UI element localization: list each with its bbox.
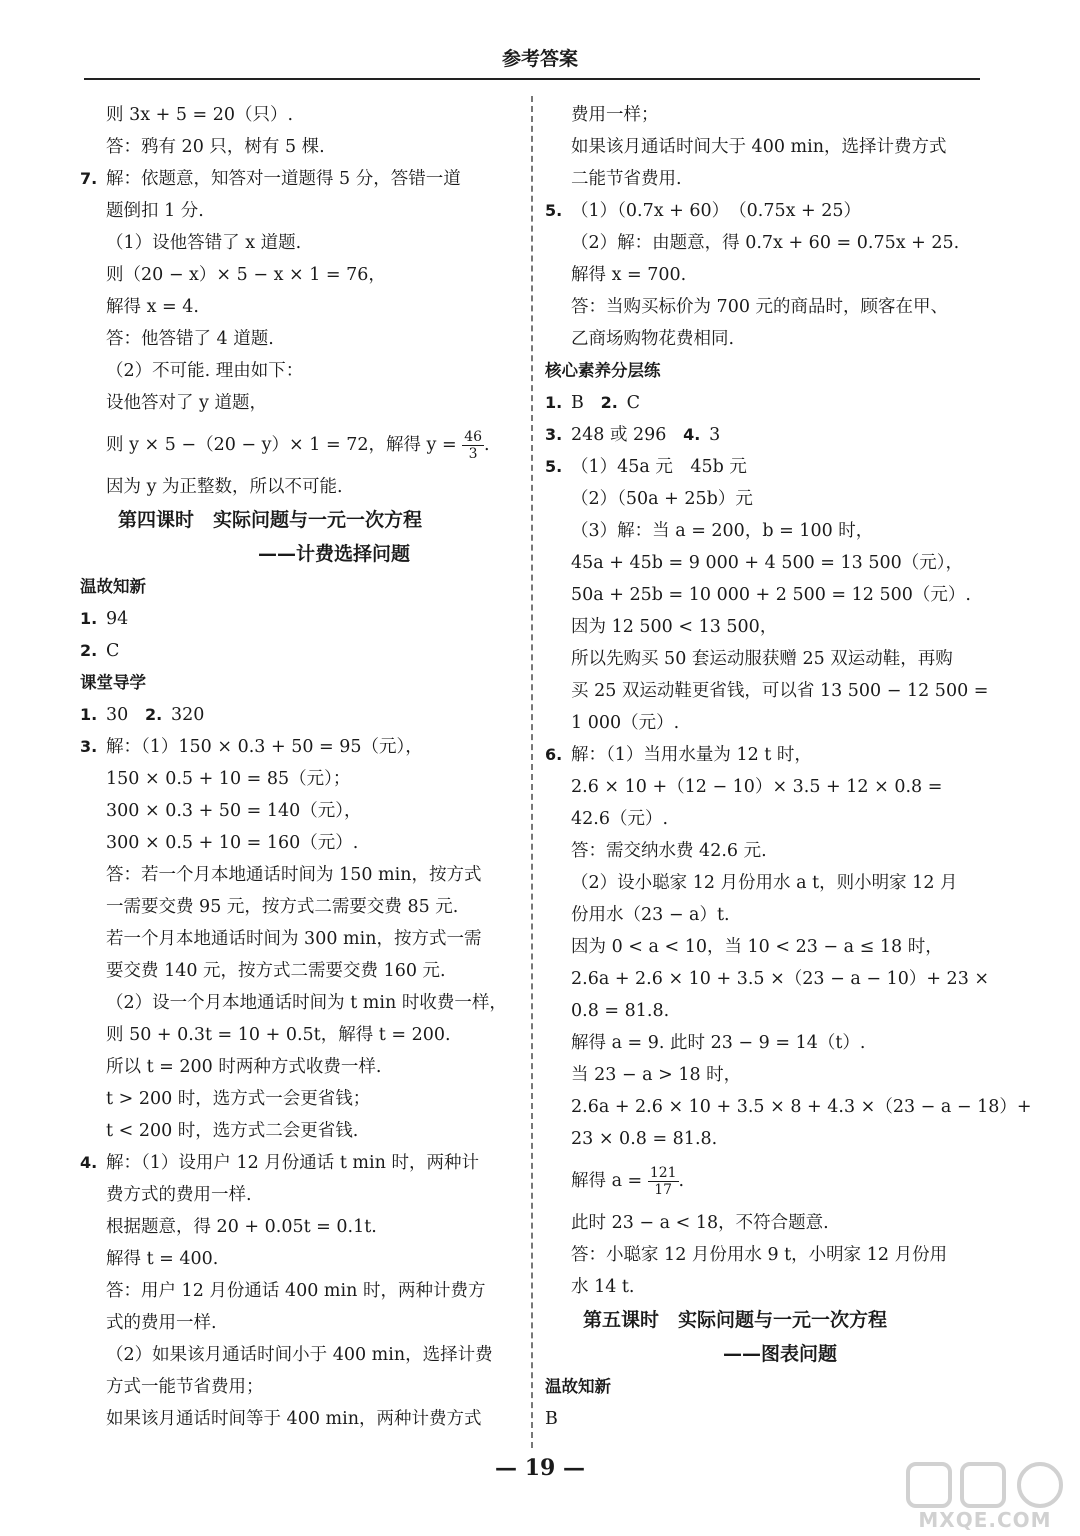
text-line: 1 000（元）. xyxy=(571,713,680,733)
section-heading: 温故知新 xyxy=(80,577,146,596)
question-number: 6. xyxy=(545,745,563,764)
question-5 xyxy=(545,195,985,227)
answer-text: C xyxy=(106,641,120,661)
question-number: 4. xyxy=(683,425,701,444)
text-line: 解：（1）设用户 12 月份通话 t min 时，两种计 xyxy=(106,1153,479,1173)
answer-line xyxy=(80,635,520,667)
period: . xyxy=(678,1171,685,1191)
text-line: 答：他答错了 4 道题. xyxy=(106,329,274,349)
text-line: 150 × 0.5 + 10 = 85（元）； xyxy=(106,769,351,789)
fraction-numerator: 121 xyxy=(649,1165,677,1181)
chapter-title: 第五课时 实际问题与一元一次方程 xyxy=(583,1309,888,1331)
text-line: 根据题意，得 20 + 0.05t = 0.1t. xyxy=(106,1217,377,1237)
text-line: 2.6a + 2.6 × 10 + 3.5 × 8 + 4.3 ×（23 − a − 18）+ xyxy=(571,1097,1032,1117)
text-line: （3）解：当 a = 200，b = 100 时， xyxy=(571,521,874,541)
text-line: 买 25 双运动鞋更省钱，可以省 13 500 − 12 500 = xyxy=(571,681,989,701)
text-line: 答：若一个月本地通话时间为 150 min，按方式 xyxy=(106,865,482,885)
question-number: 7. xyxy=(80,169,98,188)
text-line: 50a + 25b = 10 000 + 2 500 = 12 500（元）. xyxy=(571,585,971,605)
text-line: （2）设小聪家 12 月份用水 a t，则小明家 12 月 xyxy=(571,873,958,893)
text-line: 解得 x = 700. xyxy=(571,265,687,285)
text-line: 45a + 45b = 9 000 + 4 500 = 13 500（元）， xyxy=(571,553,964,573)
equation-line xyxy=(545,1155,985,1207)
question-number: 1. xyxy=(80,705,98,724)
text-line: （2）如果该月通话时间小于 400 min，选择计费 xyxy=(106,1345,493,1365)
text-line: 因为 0 < a < 10，当 10 < 23 − a ≤ 18 时， xyxy=(571,937,943,957)
question-number: 3. xyxy=(80,737,98,756)
chapter-subtitle: ——图表问题 xyxy=(723,1343,838,1365)
section-heading: 核心素养分层练 xyxy=(545,361,661,380)
watermark-text: MXQE.COM xyxy=(918,1508,1052,1532)
text-line: 因为 12 500 < 13 500， xyxy=(571,617,778,637)
question-6 xyxy=(545,739,985,771)
equation-line xyxy=(80,419,520,471)
question-number: 4. xyxy=(80,1153,98,1172)
text-line: 要交费 140 元，按方式二需要交费 160 元. xyxy=(106,961,446,981)
question-7 xyxy=(80,163,520,195)
answer-text: 3 xyxy=(709,425,721,445)
text-line: 则 50 + 0.3t = 10 + 0.5t，解得 t = 200. xyxy=(106,1025,451,1045)
text-line: 费方式的费用一样. xyxy=(106,1185,252,1205)
page-header: 参考答案 xyxy=(501,48,578,70)
answer-line xyxy=(545,419,985,451)
fraction xyxy=(648,1165,679,1198)
watermark-glyph-icon xyxy=(900,1460,1070,1510)
answer-line xyxy=(545,387,985,419)
text-line: 0.8 = 81.8. xyxy=(571,1001,670,1021)
text-line: 所以 t = 200 时两种方式收费一样. xyxy=(106,1057,382,1077)
text-line: （2）设一个月本地通话时间为 t min 时收费一样， xyxy=(106,993,507,1013)
text-line: 解得 a = xyxy=(571,1171,643,1191)
text-line: （2）（50a + 25b）元 xyxy=(571,489,753,509)
answer-text: 94 xyxy=(106,609,129,629)
section-heading: 温故知新 xyxy=(545,1377,611,1396)
answer-line xyxy=(80,603,520,635)
question-number: 2. xyxy=(144,705,163,724)
text-line: 如果该月通话时间大于 400 min，选择计费方式 xyxy=(571,137,947,157)
watermark-logo xyxy=(900,1460,1070,1530)
text-line: 解得 x = 4. xyxy=(106,297,199,317)
text-line: （1）设他答错了 x 道题. xyxy=(106,233,302,253)
question-number: 3. xyxy=(545,425,563,444)
text-line: 答：需交纳水费 42.6 元. xyxy=(571,841,767,861)
text-line: 解：（1）150 × 0.3 + 50 = 95（元）， xyxy=(106,737,423,757)
text-line: 23 × 0.8 = 81.8. xyxy=(571,1129,718,1149)
text-line: 答：用户 12 月份通话 400 min 时，两种计费方 xyxy=(106,1281,486,1301)
text-line: 2.6 × 10 +（12 − 10）× 3.5 + 12 × 0.8 = xyxy=(571,777,943,797)
text-line: 题倒扣 1 分. xyxy=(106,201,204,221)
section-heading: 课堂导学 xyxy=(80,673,146,692)
text-line: 解得 t = 400. xyxy=(106,1249,219,1269)
text-line: 水 14 t. xyxy=(571,1277,635,1297)
text-line: 42.6（元）. xyxy=(571,809,669,829)
text-line: 300 × 0.3 + 50 = 140（元）， xyxy=(106,801,362,821)
column-divider xyxy=(531,96,533,1448)
text-line: 此时 23 − a < 18，不符合题意. xyxy=(571,1213,829,1233)
text-line: 因为 y 为正整数，所以不可能. xyxy=(106,477,343,497)
question-number: 1. xyxy=(80,609,98,628)
fraction-denominator: 3 xyxy=(468,446,478,462)
text-line: 则 y × 5 −（20 − y）× 1 = 72，解得 y = xyxy=(106,435,457,455)
text-line: 答：小聪家 12 月份用水 9 t，小明家 12 月份用 xyxy=(571,1245,948,1265)
text-line: 份用水（23 − a）t. xyxy=(571,905,730,925)
text-line: 解：（1）当用水量为 12 t 时， xyxy=(571,745,812,765)
text-line: （1）（0.7x + 60） （0.75x + 25） xyxy=(571,201,862,221)
answer-text: C xyxy=(626,393,640,413)
text-line: 若一个月本地通话时间为 300 min，按方式一需 xyxy=(106,929,482,949)
question-number: 1. xyxy=(545,393,563,412)
question-number: 5. xyxy=(545,201,563,220)
fraction xyxy=(462,429,484,462)
question-4 xyxy=(80,1147,520,1179)
text-line: 所以先购买 50 套运动服获赠 25 双运动鞋，再购 xyxy=(571,649,953,669)
text-line: 2.6a + 2.6 × 10 + 3.5 ×（23 − a − 10）+ 23 × xyxy=(571,969,990,989)
text-line: 二能节省费用. xyxy=(571,169,682,189)
page-number: — 19 — xyxy=(495,1455,585,1481)
text-line: t < 200 时，选方式二会更省钱. xyxy=(106,1121,359,1141)
answer-text: 30 xyxy=(106,705,129,725)
text-line: 如果该月通话时间等于 400 min，两种计费方式 xyxy=(106,1409,482,1429)
answer-line xyxy=(80,699,520,731)
text-line: 解：依题意，知答对一道题得 5 分，答错一道 xyxy=(106,169,461,189)
left-column xyxy=(80,99,520,1435)
text-line: 解得 a = 9. 此时 23 − 9 = 14（t）. xyxy=(571,1033,866,1053)
question-number: 2. xyxy=(80,641,98,660)
text-line: 则（20 − x）× 5 − x × 1 = 76， xyxy=(106,265,386,285)
text-line: （2）解：由题意，得 0.7x + 60 = 0.75x + 25. xyxy=(571,233,960,253)
text-line: 当 23 − a > 18 时， xyxy=(571,1065,742,1085)
text-line: 费用一样； xyxy=(571,105,659,125)
text-line: 方式一能节省费用； xyxy=(106,1377,264,1397)
answer-text: B xyxy=(545,1409,558,1429)
fraction-numerator: 46 xyxy=(464,429,483,445)
fraction-denominator: 17 xyxy=(654,1182,673,1198)
text-line: 式的费用一样. xyxy=(106,1313,217,1333)
question-5b xyxy=(545,451,985,483)
right-column xyxy=(545,99,1032,1435)
text-line: 答：当购买标价为 700 元的商品时，顾客在甲、 xyxy=(571,297,949,317)
text-line: （2）不可能. 理由如下： xyxy=(106,361,304,381)
question-number: 2. xyxy=(600,393,618,412)
text-line: 答：鸦有 20 只，树有 5 棵. xyxy=(106,137,325,157)
text-line: （1）45a 元 45b 元 xyxy=(571,457,747,477)
answer-text: 320 xyxy=(170,705,205,725)
chapter-subtitle: ——计费选择问题 xyxy=(258,543,411,565)
text-line: t > 200 时，选方式一会更省钱； xyxy=(106,1089,371,1109)
text-line: 设他答对了 y 道题， xyxy=(106,393,268,413)
text-line: 乙商场购物花费相同. xyxy=(571,329,735,349)
chapter-title: 第四课时 实际问题与一元一次方程 xyxy=(118,509,423,531)
answer-text: B xyxy=(571,393,584,413)
period: . xyxy=(484,435,490,455)
answer-text: 248 或 296 xyxy=(571,425,667,445)
question-3 xyxy=(80,731,520,763)
text-line: 一需要交费 95 元，按方式二需要交费 85 元. xyxy=(106,897,459,917)
header-rule xyxy=(84,78,980,80)
text-line: 300 × 0.5 + 10 = 160（元）. xyxy=(106,833,359,853)
question-number: 5. xyxy=(545,457,563,476)
text-line: 则 3x + 5 = 20（只）. xyxy=(106,105,294,125)
